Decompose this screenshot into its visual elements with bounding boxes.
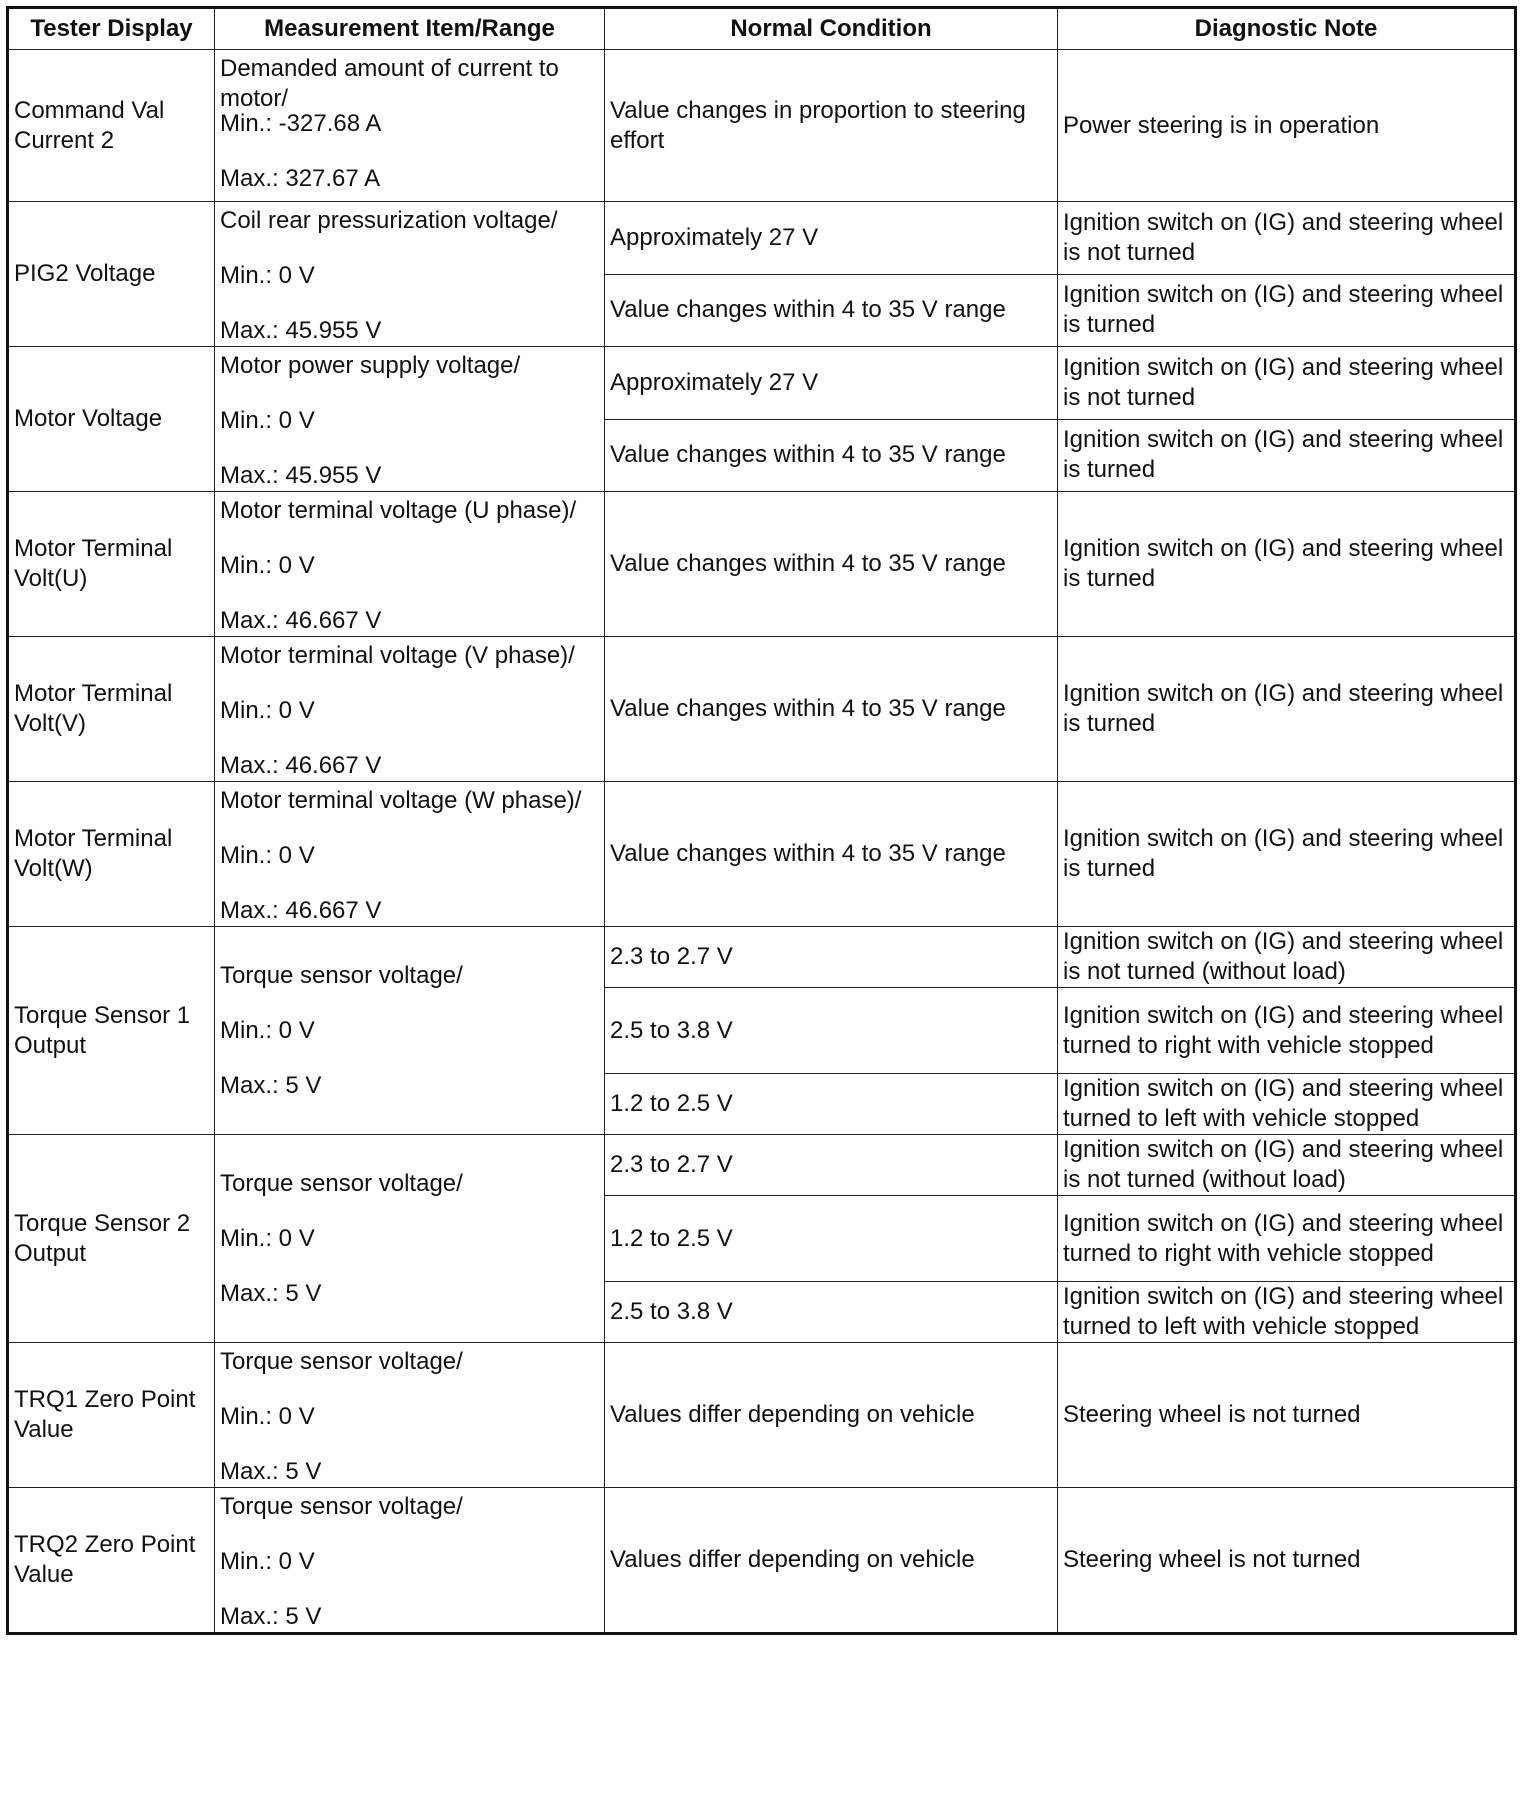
measurement-range-cell: [215, 347, 605, 492]
table-header-row: [8, 8, 1516, 50]
measurement-item-line: Torque sensor voltage/: [220, 1493, 463, 1520]
tester-display-cell: Motor Terminal Volt(U): [8, 492, 215, 637]
range-max-line: Max.: 5 V: [220, 1279, 322, 1307]
tester-display-cell: TRQ2 Zero Point Value: [8, 1488, 215, 1634]
normal-condition-cell: 2.3 to 2.7 V: [605, 927, 1058, 988]
table-row: [8, 1135, 1516, 1196]
range-max-line: Max.: 327.67 A: [220, 165, 381, 192]
diagnostic-note-cell: Steering wheel is not turned: [1058, 1343, 1516, 1488]
diagnostic-note-cell: Ignition switch on (IG) and steering wheel is not turned: [1058, 202, 1516, 275]
measurement-range-cell: [215, 202, 605, 347]
table-row: [8, 927, 1516, 988]
normal-condition-cell: Values differ depending on vehicle: [605, 1343, 1058, 1488]
measurement-item-line: Motor power supply voltage/: [220, 352, 521, 379]
range-max-line: Max.: 5 V: [220, 1071, 322, 1099]
measurement-range-cell: [215, 782, 605, 927]
range-max-line: Max.: 45.955 V: [220, 462, 382, 489]
measurement-item-line: Motor terminal voltage (U phase)/: [220, 497, 577, 524]
range-max-line: Max.: 46.667 V: [220, 897, 382, 924]
measurement-range-cell: [215, 1488, 605, 1634]
diagnostic-note-cell: Ignition switch on (IG) and steering wheel is not turned (without load): [1058, 927, 1516, 988]
range-min-line: Min.: 0 V: [220, 552, 315, 579]
normal-condition-cell: 2.5 to 3.8 V: [605, 988, 1058, 1074]
tester-display-cell: Command Val Current 2: [8, 50, 215, 202]
measurement-item-line: Torque sensor voltage/: [220, 961, 463, 989]
diagnostic-note-cell: Power steering is in operation: [1058, 50, 1516, 202]
diagnostic-note-cell: Ignition switch on (IG) and steering wheel turned to right with vehicle stopped: [1058, 1196, 1516, 1282]
normal-condition-cell: Value changes within 4 to 35 V range: [605, 782, 1058, 927]
tester-display-cell: Motor Voltage: [8, 347, 215, 492]
normal-condition-cell: Approximately 27 V: [605, 202, 1058, 275]
header-diagnostic-note: Diagnostic Note: [1058, 8, 1516, 50]
normal-condition-cell: 1.2 to 2.5 V: [605, 1196, 1058, 1282]
tester-display-cell: Motor Terminal Volt(W): [8, 782, 215, 927]
measurement-range-cell: [215, 50, 605, 202]
diagnostic-table-document: [6, 6, 1514, 1635]
normal-condition-cell: 2.3 to 2.7 V: [605, 1135, 1058, 1196]
measurement-item-line: Torque sensor voltage/: [220, 1348, 463, 1375]
range-max-line: Max.: 46.667 V: [220, 752, 382, 779]
measurement-range-cell: [215, 927, 605, 1135]
table-row: [8, 1488, 1516, 1634]
measurement-item-line: Torque sensor voltage/: [220, 1169, 463, 1197]
normal-condition-cell: Value changes within 4 to 35 V range: [605, 492, 1058, 637]
range-min-line: Min.: 0 V: [220, 1548, 315, 1575]
range-min-line: Min.: 0 V: [220, 1224, 315, 1252]
normal-condition-cell: Value changes in proportion to steering effort: [605, 50, 1058, 202]
diagnostic-note-cell: Ignition switch on (IG) and steering wheel turned to right with vehicle stopped: [1058, 988, 1516, 1074]
tester-display-cell: PIG2 Voltage: [8, 202, 215, 347]
range-min-line: Min.: 0 V: [220, 1403, 315, 1430]
tester-display-cell: Torque Sensor 1 Output: [8, 927, 215, 1135]
diagnostic-note-cell: Ignition switch on (IG) and steering wheel turned to left with vehicle stopped: [1058, 1282, 1516, 1343]
range-min-line: Min.: 0 V: [220, 262, 315, 289]
normal-condition-cell: Value changes within 4 to 35 V range: [605, 419, 1058, 492]
normal-condition-cell: Value changes within 4 to 35 V range: [605, 637, 1058, 782]
tester-display-cell: TRQ1 Zero Point Value: [8, 1343, 215, 1488]
range-max-line: Max.: 45.955 V: [220, 317, 382, 344]
tester-display-cell: Motor Terminal Volt(V): [8, 637, 215, 782]
range-max-line: Max.: 5 V: [220, 1603, 322, 1630]
table-row: [8, 492, 1516, 637]
range-min-line: Min.: 0 V: [220, 842, 315, 869]
table-row: [8, 637, 1516, 782]
measurement-range-cell: [215, 1135, 605, 1343]
measurement-item-line: Motor terminal voltage (W phase)/: [220, 787, 582, 814]
measurement-item-line: Motor terminal voltage (V phase)/: [220, 642, 575, 669]
diagnostic-note-cell: Ignition switch on (IG) and steering wheel is not turned: [1058, 347, 1516, 420]
measurement-item-line: Demanded amount of current to motor/: [220, 55, 559, 112]
normal-condition-cell: 1.2 to 2.5 V: [605, 1074, 1058, 1135]
table-row: [8, 782, 1516, 927]
data-list-table: [6, 6, 1517, 1635]
table-row: [8, 202, 1516, 275]
diagnostic-note-cell: Ignition switch on (IG) and steering wheel is turned: [1058, 274, 1516, 347]
measurement-range-cell: [215, 1343, 605, 1488]
normal-condition-cell: Approximately 27 V: [605, 347, 1058, 420]
diagnostic-note-cell: Ignition switch on (IG) and steering wheel is turned: [1058, 492, 1516, 637]
range-max-line: Max.: 5 V: [220, 1458, 322, 1485]
header-tester-display: Tester Display: [8, 8, 215, 50]
diagnostic-note-cell: Ignition switch on (IG) and steering wheel is turned: [1058, 637, 1516, 782]
measurement-range-cell: [215, 637, 605, 782]
range-min-line: Min.: 0 V: [220, 407, 315, 434]
normal-condition-cell: 2.5 to 3.8 V: [605, 1282, 1058, 1343]
header-measurement-range: Measurement Item/Range: [215, 8, 605, 50]
range-max-line: Max.: 46.667 V: [220, 607, 382, 634]
range-min-line: Min.: 0 V: [220, 697, 315, 724]
measurement-item-line: Coil rear pressurization voltage/: [220, 207, 558, 234]
range-min-line: Min.: -327.68 A: [220, 110, 382, 137]
diagnostic-note-cell: Ignition switch on (IG) and steering wheel turned to left with vehicle stopped: [1058, 1074, 1516, 1135]
measurement-range-cell: [215, 492, 605, 637]
table-row: [8, 1343, 1516, 1488]
table-row: [8, 347, 1516, 420]
diagnostic-note-cell: Ignition switch on (IG) and steering wheel is turned: [1058, 419, 1516, 492]
header-normal-condition: Normal Condition: [605, 8, 1058, 50]
table-row: [8, 50, 1516, 202]
diagnostic-note-cell: Ignition switch on (IG) and steering wheel is not turned (without load): [1058, 1135, 1516, 1196]
range-min-line: Min.: 0 V: [220, 1016, 315, 1044]
normal-condition-cell: Values differ depending on vehicle: [605, 1488, 1058, 1634]
tester-display-cell: Torque Sensor 2 Output: [8, 1135, 215, 1343]
diagnostic-note-cell: Steering wheel is not turned: [1058, 1488, 1516, 1634]
diagnostic-note-cell: Ignition switch on (IG) and steering wheel is turned: [1058, 782, 1516, 927]
normal-condition-cell: Value changes within 4 to 35 V range: [605, 274, 1058, 347]
